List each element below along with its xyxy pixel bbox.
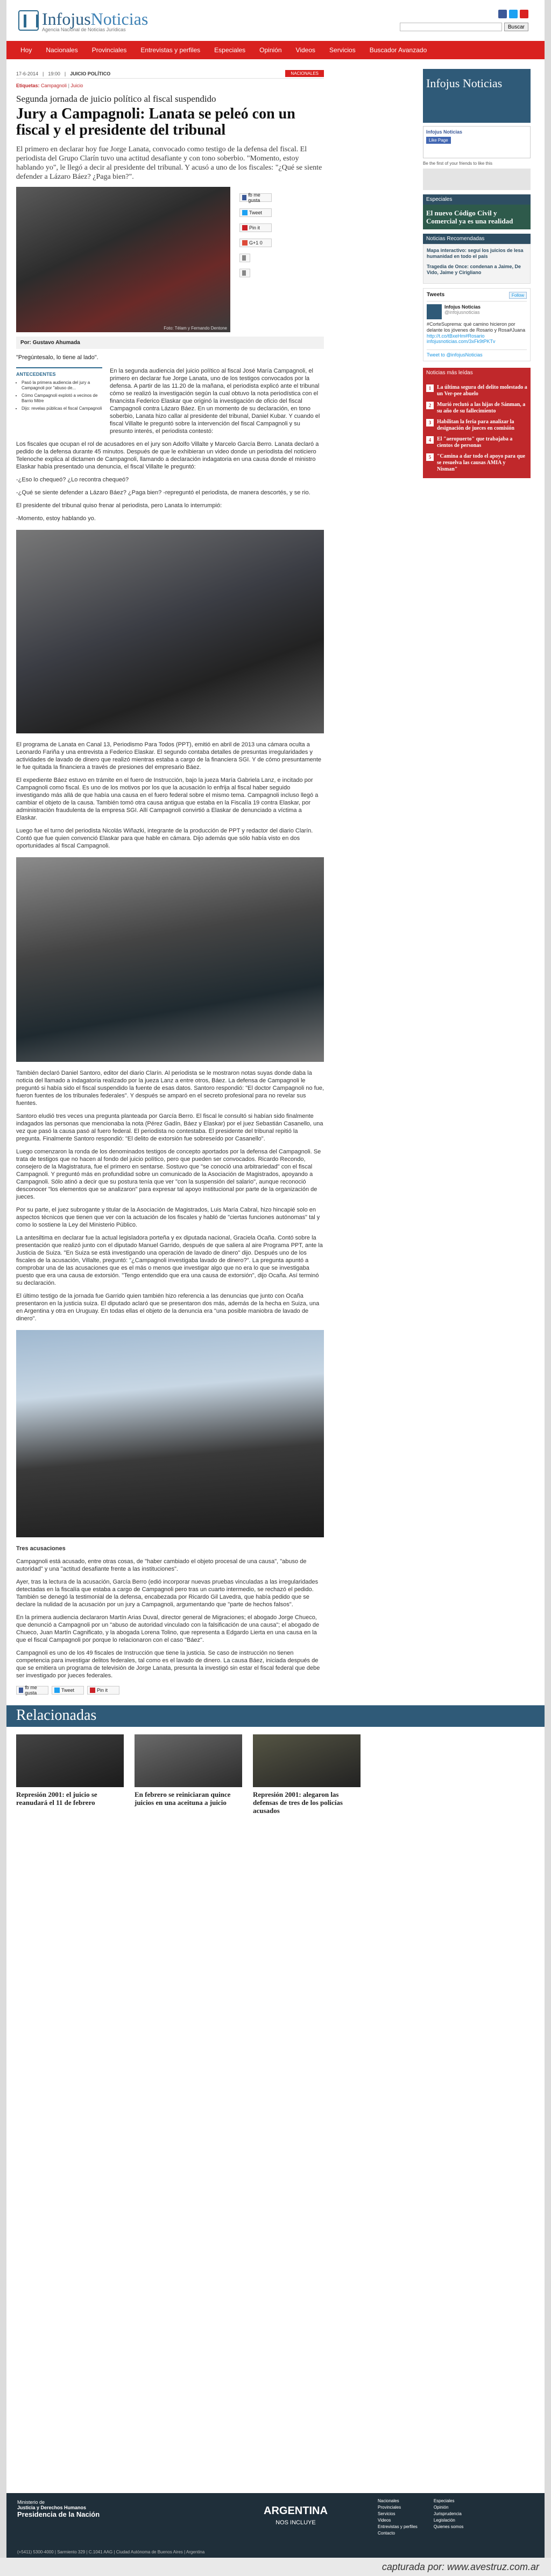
paragraph: -¿Eso lo chequeó? ¿Lo recontra chequeó? [16, 477, 129, 483]
main-photo-block [16, 187, 324, 332]
especiales-head: Especiales [423, 194, 531, 205]
email-icon [242, 255, 246, 261]
mas-leidas-head: Noticias más leídas [423, 368, 531, 378]
sidebar [423, 69, 531, 1695]
list-item[interactable]: 4 El "aeropuerto" que trabajaba a cientos de personas [426, 436, 527, 449]
related-item[interactable]: Represión 2001: el juicio se reanudará el 11 de febrero [16, 1734, 124, 1815]
paragraph: Campagnoli está acusado, entre otras cosas, de "haber cambiado el objeto procesal de una causa", "abuso de autoridad" y una "actitud desafiante frente a las instituciones". [16, 1558, 307, 1572]
paragraph: El expediente Báez estuvo en trámite en el fuero de Instrucción, bajo la jueza María Gabriela Lanz, e incitado por Campagnoli como fiscal. Es uno de los motivos por los que la acusación lo enfrija al fiscal haber seguido investigando más allá de que había una causa en el fuero federal sobre el mismo tema. Campagnoli incluso llegó a cambiar el objeto de la causa. También tomó otra causa antigua que estaba en la Fiscalía 19 contra Elaskar, por administración fraudulenta de la empresa SGI. Allí Campagnoli convirtió a Elaskar de denunciado a víctima a Elaskar. [16, 777, 319, 821]
main-nav [6, 41, 545, 59]
paragraph: Los fiscales que ocupan el rol de acusadores en el jury son Adolfo Villalte y Marcelo García Berro. Lanata declaró a pedido de la defensa durante 45 minutos. Después de que le exhibieran un video donde un periodista del noticiero Telenoche explica al dictamen de Campagnoli, llamando a declaración indagatoria en una causa donde el ministro Elaskar había presentado una denuncia, el fiscal Villalte le preguntó: [16, 441, 319, 470]
recomendada-link[interactable]: Tragedia de Once: condenan a Jaime, De Vido, Jaime y Cirigliano [427, 264, 521, 275]
print-button[interactable] [239, 269, 250, 277]
gplus-icon [242, 240, 248, 246]
nav-item[interactable]: Entrevistas y perfiles [140, 46, 201, 54]
tweet-button[interactable]: Tweet [52, 1686, 84, 1695]
argentina-logo: ARGENTINA NOS INCLUYE [264, 2505, 328, 2526]
tweet-to-link[interactable]: Tweet to @infojusNoticias [427, 349, 527, 358]
tag-link[interactable]: Juicio [70, 83, 83, 88]
list-item[interactable]: 1 La última segura del delito molestado a un Ver-pee abuelo [426, 384, 527, 397]
article-body [16, 440, 324, 522]
recomendadas-list [423, 244, 531, 284]
related-head: Relacionadas [6, 1705, 545, 1727]
logo-subtitle: Agencia Nacional de Noticias Jurídicas [42, 26, 126, 32]
footer-link[interactable]: Legislación [433, 2518, 455, 2523]
list-item[interactable]: 3 Habilitan la feria para analizar la designación de jueces en comisión [426, 419, 527, 432]
photo-wanazki [16, 530, 324, 733]
fb-first-text: Be the first of your friends to like this [423, 161, 492, 166]
photo-santoro [16, 857, 324, 1062]
content-columns [6, 59, 545, 1695]
paragraph: La antesiltima en declarar fue la actual legisladora porteña y ex diputada nacional, Graciela Ocaña. Contó sobre la presentación que realizó junto con el diputado Manuel Garrido, después de que saliera al aire Programa PPT, ante la Justicia de Suiza. "En Suiza se está investigando una operación de lavado de dinero" dijo. Después uno de los fiscales de la acusación, Villalte, preguntó: "¿Campagnoli investigaba lavado de dinero?". La pregunta apuntó a comprobar una de las acusaciones que es el más o menos que investigar algo que no era lo que se investigaba puesto que era una causa de extorsión. "Tengo entendido que era una causa de extorsión", dijo Ocaña. Así terminó su declaración. [16, 1235, 323, 1286]
nav-item[interactable]: Provinciales [91, 46, 127, 54]
article-date: 17-6-2014 [16, 71, 39, 76]
paragraph: El programa de Lanata en Canal 13, Periodismo Para Todos (PPT), emitió en abril de 2013 una cámara oculta a Leonardo Fariña y una entrevista a Federico Elaskar. El segundo contaba detalles de presuntas irregularidades y actividades de lavado de dinero que realizó mientras estaba a cargo de la financiera SGI. Y de cómo presuntamente le fue quitada la financiera a través de presiones del empresario Báez. [16, 741, 322, 771]
tw-handle[interactable]: @infojusnoticias [444, 310, 480, 315]
paragraph: Ayer, tras la lectura de la acusación, García Berro (edió incorporar nuevas pruebas vinculadas a las irregularidades detectadas en la fiscalía que estaba a cargo de Campagnoli pero tras un cuarto intermedio, se rechazó el pedido. También se denegó la testimonial de la defensa, encabezada por Ricardo Gil Lavedra, que había pedido que se declare la nulidad de la acusación por un jury a Campagnoli, argumentando que "parte de hechos falsos". [16, 1579, 319, 1608]
pin-button[interactable]: Pin it [239, 223, 272, 232]
youtube-icon[interactable] [520, 10, 528, 18]
article-headline: Jury a Campagnoli: Lanata se peleó con un fiscal y el presidente del tribunal [16, 106, 295, 138]
section-badge[interactable]: NACIONALES [285, 70, 324, 77]
recomendadas-head: Noticias Recomendadas [423, 234, 531, 244]
footer-links [378, 2498, 463, 2537]
related-list [6, 1727, 545, 1815]
footer-link[interactable]: Entrevistas y perfiles [378, 2524, 418, 2529]
fb-faces [423, 169, 531, 190]
tweet-text: #CorteSuprema: qué camino hicieron por delante los jóvenes de Rosario y Rosa#Juana [427, 321, 526, 333]
footer-link[interactable]: Provinciales [378, 2505, 401, 2510]
tweet-link[interactable]: http://t.co/tBxeHm#Rosario infojusnoticias.com/3xFk9tPKTv [427, 333, 496, 344]
footer-link[interactable]: Nacionales [378, 2498, 399, 2503]
right-spacer [337, 69, 423, 1695]
capture-watermark: capturada por: www.avestruz.com.ar [0, 2558, 551, 2576]
related-item[interactable]: En febrero se reiniciaran quince juicios en una aceituna a juicio [135, 1734, 242, 1815]
especial-item[interactable]: El nuevo Código Civil y Comercial ya es una realidad [423, 205, 531, 229]
paragraph: En la segunda audiencia del juicio político al fiscal José María Campagnoli, el primero en declarar fue Jorge Lanata, uno de los testigos convocados por la defensa. A partir de las 11.20 de la mañana, el periodista explicó ante el tribunal cómo se realizó la investigación según la cual obtuvo la nota periodística con el financista Federico Elaskar que originó la investigación de oficio del fiscal Campagnoli contra Lázaro Báez. En un momento de su declaración, en tono soberbio, Lanata hizo callar al presidente del tribunal, Daniel Kubar. Y cuando el fiscal Villalte le preguntó sobre la intervención del fiscal Campagnoli y su presunto interés, el periodista contestó: [110, 368, 320, 435]
article-meta: 17-6-2014 | 19:00 | JUICIO POLÍTICO NACIONALES [16, 69, 324, 79]
facebook-icon [242, 195, 246, 200]
tw-account-name[interactable]: Infojus Noticias [444, 304, 481, 310]
search-area [400, 23, 528, 31]
footer-link[interactable]: Opinión [433, 2505, 449, 2510]
related-item[interactable]: Represión 2001: alegaron las defensas de tres de los policías acusados [253, 1734, 361, 1815]
follow-button[interactable]: Follow [509, 292, 527, 299]
facebook-share-button[interactable]: fb me gusta [16, 1686, 48, 1695]
logo-mark-icon [18, 10, 39, 31]
print-icon [242, 270, 246, 276]
body-col [110, 367, 324, 440]
antecedentes-title: ANTECEDENTES [16, 372, 56, 377]
nav-item[interactable]: Opinión [259, 46, 282, 54]
facebook-widget [423, 126, 531, 158]
list-item[interactable]: 2 Murió reclutó a las hijas de Sánman, a su año de su fallecimiento [426, 402, 527, 415]
paragraph: -¿Qué se siente defender a Lázaro Báez? ¿Paga bien? -repreguntó el periodista, de manera descortés, y se rio. [16, 489, 310, 496]
tweets-title: Tweets [427, 292, 445, 298]
footer-link[interactable]: Especiales [433, 2498, 455, 2503]
logo-accent: Noticias [90, 9, 149, 29]
facebook-share-button[interactable]: fb me gusta [239, 193, 272, 202]
paragraph: El presidente del tribunal quiso frenar al periodista, pero Lanata lo interrumpió: [16, 502, 222, 509]
nav-item[interactable]: Buscador Avanzado [369, 46, 427, 54]
pinterest-icon [242, 225, 248, 230]
sidebar-banner[interactable] [423, 69, 531, 123]
footer-link[interactable]: Contacto [378, 2531, 395, 2536]
page [6, 0, 545, 2558]
pinterest-icon [90, 1688, 95, 1693]
tag-link[interactable]: Campagnoli [41, 83, 67, 88]
share-column [239, 187, 320, 284]
photo-garrido [16, 1330, 324, 1537]
bottom-share [16, 1686, 324, 1695]
gplus-button[interactable]: G+1 0 [239, 239, 272, 247]
footer-link[interactable]: Servicios [378, 2511, 395, 2516]
nav-item[interactable]: Nacionales [46, 46, 78, 54]
footer-link[interactable]: Videos [378, 2518, 391, 2523]
twitter-icon[interactable] [509, 10, 518, 18]
logo-main: Infojus [42, 9, 91, 29]
twitter-widget [423, 288, 531, 361]
article-kicker: Segunda jornada de juicio político al fiscal suspendido [16, 94, 216, 104]
antecedentes-box [16, 367, 102, 440]
antecedente-link[interactable]: • Pasó la primera audiencia del jury a Campagnoli por "abuso de... [22, 380, 102, 391]
paragraph: Luego comenzaron la ronda de los denominados testigos de concepto aportados por la defensa del Campagnoli. Se trata de testigos que no hacen al fondo del juicio político, pero que pueden ser convocados. Ricardo Recondo, consejero de la Magistratura, fue el primero en sentarse. Sostuvo que "se conoció una arbitrariedad" con el fiscal Campagnoli. Y preguntó más en profundidad sobre un comunicado de la Asociación de Magistrados, apoyando a Campagnoli. Sólo atinó a decir que su postura tenía que ver "con la suspensión del salario", aunque reconoció desconocer "los elementos que se analizaron" para expresar tal apoyo institucional por parte de la organización de jueces. [16, 1149, 321, 1200]
paragraph: Campagnoli es uno de los 49 fiscales de Instrucción que tiene la justicia. Se caso de instrucción no tienen competencia para investigar delitos federales, tal como es el lavado de dinero. La causa Báez, iniciada después de que se emitiera un programa de televisión de Jorge Lanata, presunta la investigó sin estar el fiscal federal que debe ser investigado por jueces federales. [16, 1650, 320, 1679]
tweet-button[interactable]: Tweet [239, 208, 272, 217]
sidebar-banner-title: Infojus Noticias [426, 76, 503, 90]
footer-link[interactable]: Jurisprudencia [433, 2511, 462, 2516]
article-lead: El primero en declarar hoy fue Jorge Lanata, convocado como testigo de la defensa del fiscal. El periodista del Grupo Clarín tuvo una actitud desafiante y con tono soberbio. "Momento, estoy hablando yo", le llegó a decir al presidente del tribunal. Y acusó a uno de los fiscales: "¿Qué se siente defender a Lázaro Báez? ¿Paga bien?". [16, 145, 322, 181]
facebook-icon [19, 1688, 23, 1693]
nav-item[interactable]: Videos [295, 46, 316, 54]
mas-leidas-list [423, 378, 531, 478]
article-section[interactable]: JUICIO POLÍTICO [70, 71, 111, 76]
search-input[interactable] [400, 23, 502, 31]
antecedente-link[interactable]: • Dijo: revelas públicas el fiscal Campagnoli [22, 406, 102, 411]
tags-label: Etiquetas: [16, 83, 40, 88]
photo-caption: Foto: Télam y Fernando Dentone [164, 326, 227, 331]
site-header [6, 0, 545, 41]
intro-quote: "Pregúntesalo, lo tiene al lado". [16, 354, 98, 361]
header-social [498, 10, 528, 18]
facebook-icon[interactable] [498, 10, 507, 18]
footer-link[interactable]: Quienes somos [433, 2524, 464, 2529]
main-photo [16, 187, 230, 332]
nav-item[interactable]: Especiales [214, 46, 246, 54]
footer-address: (+5411) 5300-4000 | Sarmiento 329 | C.1041 AAG | Ciudad Autónoma de Buenos Aires | Argentina [17, 2550, 205, 2554]
site-footer [6, 2493, 545, 2558]
pin-button[interactable]: Pin it [87, 1686, 119, 1695]
article-time: 19:00 [48, 71, 60, 76]
paragraph: Por su parte, el juez subrogante y titular de la Asociación de Magistrados, Luis María Cabral, hizo hincapié solo en aspectos técnicos que tienen que ver con la actuación de los fiscales y habló de "ciertas funciones autónomas" tal y como lo sostiene la Ley del Ministerio Público. [16, 1207, 320, 1228]
email-button[interactable] [239, 254, 250, 262]
subheading: Tres acusaciones [16, 1545, 66, 1552]
antecedente-link[interactable]: • Cómo Campagnoli explotó a vecinos de Barrio Mitre [22, 393, 102, 404]
fb-like-button[interactable]: Like Page [426, 137, 451, 144]
fb-page-name[interactable]: Infojus Noticias [426, 129, 463, 135]
site-logo[interactable] [18, 9, 148, 32]
nav-item[interactable]: Hoy [20, 46, 32, 54]
twitter-icon [54, 1688, 60, 1693]
avatar [427, 304, 442, 319]
paragraph: En la primera audiencia declararon Martín Arias Duval, director general de Migraciones; el abogado Jorge Chueco, que denunció a Campagnoli por un "abuso de autoridad vinculado con la falsificación de una causa"; el abogado de Chueco, Juan Martín Cagnificato, y la abogada Lorena Tolino, que representa a Edgardo Lierta en una causa en la que el fiscal Campagnoli por porque lo relacionaron con el caso "Báez". [16, 1614, 320, 1643]
list-item[interactable]: 5 "Camina a dar todo el apoyo para que se resuelva las causas AMIA y Nisman" [426, 453, 527, 473]
nav-item[interactable]: Servicios [329, 46, 356, 54]
article-author: Por: Gustavo Ahumada [16, 337, 324, 349]
article [16, 69, 324, 1695]
paragraph: También declaró Daniel Santoro, editor del diario Clarín. Al periodista se le mostraron notas suyas donde daba la noticia del llamado a indagatoria realizado por la jueza Lanz a entre otros, Báez. La defensa de Campagnoli le preguntó si había sido el fiscal suspendido la fuente de esas datos. Santoro respondió: "El doctor Campagnoli no fue, fueron fuentes de los tribunales federales". Y después se amparó en el secreto profesional para no revelar sus fuentes. [16, 1070, 324, 1107]
intro-block [16, 367, 324, 440]
paragraph: Santoro eludió tres veces una pregunta planteada por García Berro. El fiscal le consultó si habían sido finalmente indagados las personas que mencionaba la nota (Pérez Gadín, Báez y Elaskar) por el juez Sebastián Casanello, una vez que pasó la causa pasó al fuero federal. El periodista no contestaba. El presidente del tribunal repitió la pregunta. Finalmente Santoro respondió: "El delito de extorsión fue sobreseído por Casanello". [16, 1113, 323, 1142]
paragraph: -Momento, estoy hablando yo. [16, 515, 96, 522]
ministry-logo[interactable]: Ministerio de Justicia y Derechos Humanos Presidencia de la Nación [17, 2500, 100, 2518]
recomendada-link[interactable]: Mapa interactivo: seguí los juicios de lesa humanidad en todo el país [427, 248, 524, 259]
twitter-icon [242, 210, 248, 215]
tags: Etiquetas: Campagnoli | Juicio [16, 83, 83, 88]
paragraph: El último testigo de la jornada fue Garrido quien también hizo referencia a las denuncias que junto con Ocaña presentaron en la justicia suiza. El diputado aclaró que se presentaron dos más, además de la hecha en Suiza, una en Argentina y otra en Uruguay. En todas ellas el objeto de la denuncia era "una posible maniobra de lavado de dinero". [16, 1293, 320, 1322]
search-button[interactable]: Buscar [504, 23, 528, 31]
paragraph: Luego fue el turno del periodista Nicolás Wiñazki, integrante de la producción de PPT y redactor del diario Clarín. Contó que fue quien convenció Elaskar para que hable en cámara. Dijo además que sólo había visto en dos oportunidades al fiscal Campagnoli. [16, 828, 313, 849]
